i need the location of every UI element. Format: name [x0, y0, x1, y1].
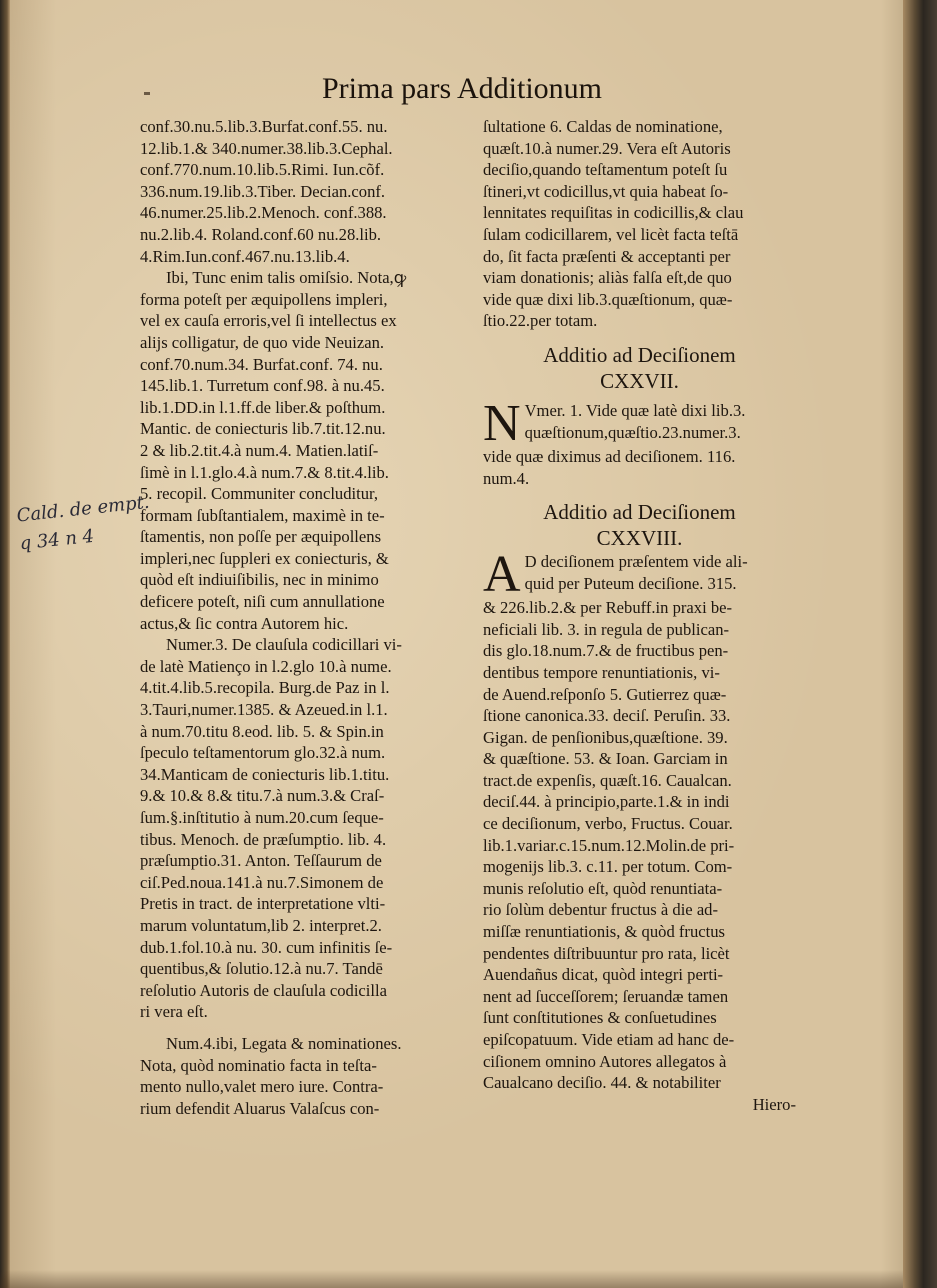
text-line: conf.770.num.10.lib.5.Rimi. Iun.cõf.: [140, 160, 385, 180]
text-line: ſtineri,vt codicillus,vt quia habeat ſo-: [483, 181, 729, 201]
left-column: [140, 116, 467, 1119]
text-line: viam donationis; aliàs falſa eſt,de quo: [483, 268, 732, 288]
text-line: tract.de expenſis, quæſt.16. Caualcan.: [483, 770, 732, 790]
text-line: formam ſubſtantialem, maximè in te-: [140, 505, 385, 525]
drop-cap: A: [483, 546, 521, 604]
section-heading: Additio ad Deciſionem: [543, 342, 736, 367]
text-line: nent ad ſucceſſorem; ſeruandæ tamen: [483, 986, 729, 1006]
text-line: quid per Puteum deciſione. 315.: [524, 573, 737, 593]
text-line: impleri,nec ſuppleri ex coniecturis, &: [140, 548, 389, 568]
text-line: mogenijs lib.3. c.11. per totum. Com-: [483, 857, 733, 877]
text-line: 4.tit.4.lib.5.recopila. Burg.de Paz in l.: [140, 678, 390, 698]
text-line: vide quæ diximus ad deciſionem. 116.: [483, 446, 736, 466]
text-line: do, ſit facta præſenti & acceptanti per: [483, 246, 731, 266]
text-line: Caualcano deciſio. 44. & notabiliter: [483, 1073, 721, 1093]
text-line: conf.70.num.34. Burfat.conf. 74. nu.: [140, 354, 383, 374]
text-line: dis glo.18.num.7.& de fructibus pen-: [483, 641, 729, 661]
text-line: lib.1.DD.in l.1.ff.de liber.& poſthum.: [140, 397, 386, 417]
text-line: 3.Tauri,numer.1385. & Azeued.in l.1.: [140, 700, 388, 720]
drop-cap: N: [483, 394, 521, 452]
text-line: quòd eſt indiuiſibilis, nec in minimo: [140, 570, 379, 590]
text-line: nu.2.lib.4. Roland.conf.60 nu.28.lib.: [140, 224, 382, 244]
text-line: vel ex cauſa erroris,vel ſi intellectus ex: [140, 311, 397, 331]
text-line: mento nullo,valet mero iure. Contra-: [140, 1077, 384, 1097]
text-line: Num.4.ibi, Legata & nominationes.: [166, 1033, 402, 1053]
text-line: de Auend.reſponſo 5. Gutierrez quæ-: [483, 684, 727, 704]
right-column: [483, 116, 796, 1115]
text-line: rium defendit Aluarus Valaſcus con-: [140, 1098, 380, 1118]
section-number: CXXVIII.: [596, 526, 683, 551]
text-line: ſpeculo teſtamentorum glo.32.à num.: [140, 743, 386, 763]
text-line: 5. recopil. Communiter concluditur,: [140, 484, 379, 504]
text-line: ſtamentis, non poſſe per æquipollens: [140, 527, 382, 547]
text-line: Numer.3. De clauſula codicillari vi-: [166, 635, 402, 655]
text-line: vide quæ dixi lib.3.quæſtionum, quæ-: [483, 289, 733, 309]
text-line: actus,& ſic contra Autorem hic.: [140, 613, 349, 633]
text-line: à num.70.titu 8.eod. lib. 5. & Spin.in: [140, 721, 384, 741]
text-line: D deciſionem præſentem vide ali-: [524, 552, 748, 572]
text-line: 4.Rim.Iun.conf.467.nu.13.lib.4.: [140, 246, 350, 266]
text-line: quæſtionum,quæſtio.23.numer.3.: [524, 422, 741, 442]
text-line: deficere poteſt, niſi cum annullatione: [140, 592, 385, 612]
text-line: 46.numer.25.lib.2.Menoch. conf.388.: [140, 203, 387, 223]
text-line: quentibus,& ſolutio.12.à nu.7. Tandē: [140, 959, 383, 979]
ink-mark: [144, 92, 150, 95]
text-line: conf.30.nu.5.lib.3.Burfat.conf.55. nu.: [140, 117, 388, 136]
text-line: 34.Manticam de coniecturis lib.1.titu.: [140, 764, 390, 784]
text-line: tibus. Menoch. de præſumptio. lib. 4.: [140, 829, 387, 849]
section-heading: Additio ad Deciſionem: [543, 500, 736, 525]
margin-note-line: q 34 n 4: [18, 525, 96, 555]
text-line: pendentes diſtribuuntur pro rata, licèt: [483, 943, 730, 963]
text-line: munis reſolutio eſt, quòd renuntiata-: [483, 878, 723, 898]
section-number: CXXVII.: [600, 368, 679, 393]
text-line: 2 & lib.2.tit.4.à num.4. Matien.latiſ-: [140, 440, 379, 460]
section-128-body: [483, 546, 796, 1115]
text-line: ſunt conſtitutiones & conſuetudines: [483, 1008, 717, 1028]
text-line: lennitates requiſitas in codicillis,& clau: [483, 203, 744, 223]
handwritten-margin-note: [15, 490, 151, 559]
margin-note-line: Cald. de empt.: [15, 491, 151, 527]
text-line: Auendañus dicat, quòd integri perti-: [483, 965, 724, 985]
text-line: ri vera eſt.: [140, 1002, 208, 1022]
text-line: dentibus tempore renuntiationis, vi-: [483, 662, 720, 682]
text-line: ſultatione 6. Caldas de nominatione,: [483, 117, 723, 136]
text-line: & 226.lib.2.& per Rebuff.in praxi be-: [483, 598, 733, 618]
text-line: num.4.: [483, 468, 530, 488]
text-line: forma poteſt per æquipollens impleri,: [140, 289, 388, 309]
text-line: 12.lib.1.& 340.numer.38.lib.3.Cephal.: [140, 138, 393, 158]
left-frame-shadow: [0, 0, 10, 1288]
text-line: neficiali lib. 3. in regula de publican-: [483, 619, 730, 639]
text-line: Ibi, Tunc enim talis omiſsio. Nota,ꝙ: [166, 268, 407, 288]
text-line: ce deciſionum, verbo, Fructus. Couar.: [483, 814, 733, 834]
text-line: præſumptio.31. Anton. Teſſaurum de: [140, 851, 382, 871]
text-line: ſulam codicillarem, vel licèt facta teſtā: [483, 224, 739, 244]
text-line: ſum.§.inſtitutio à num.20.cum ſeque-: [140, 808, 384, 827]
text-line: ſimè in l.1.glo.4.à num.7.& 8.tit.4.lib.: [140, 462, 389, 482]
text-line: miſſæ renuntiationis, & quòd fructus: [483, 922, 725, 942]
text-line: Mantic. de coniecturis lib.7.tit.12.nu.: [140, 419, 386, 439]
text-line: reſolutio Autoris de clauſula codicilla: [140, 980, 387, 1000]
text-line: rio ſolùm debentur fructus à die ad-: [483, 900, 719, 920]
text-line: deciſio,quando teſtamentum poteſt ſu: [483, 160, 728, 180]
running-head: Prima pars Additionum: [322, 72, 602, 105]
page-bottom-edge: [0, 1270, 903, 1288]
text-line: marum voluntatum,lib 2. interpret.2.: [140, 915, 382, 935]
text-line: deciſ.44. à principio,parte.1.& in indi: [483, 792, 730, 812]
text-line: ſtione canonica.33. deciſ. Peruſin. 33.: [483, 706, 731, 726]
text-line: & quæſtione. 53. & Ioan. Garciam in: [483, 749, 728, 769]
text-line: de latè Matienço in l.2.glo 10.à nume.: [140, 656, 392, 676]
text-line: 336.num.19.lib.3.Tiber. Decian.conf.: [140, 181, 386, 201]
text-line: ſtio.22.per totam.: [483, 311, 598, 331]
text-line: Vmer. 1. Vide quæ latè dixi lib.3.: [524, 400, 746, 420]
text-line: Pretis in tract. de interpretatione vlti-: [140, 894, 386, 914]
text-line: ciſ.Ped.noua.141.à nu.7.Simonem de: [140, 872, 384, 892]
text-line: alijs colligatur, de quo vide Neuizan.: [140, 332, 385, 352]
text-line: ciſionem omnino Autores allegatos à: [483, 1051, 727, 1071]
text-line: lib.1.variar.c.15.num.12.Molin.de pri-: [483, 835, 735, 855]
text-line: 9.& 10.& 8.& titu.7.à num.3.& Craſ-: [140, 786, 385, 806]
section-127-body: [483, 394, 796, 489]
catchword: Hiero-: [752, 1094, 796, 1114]
book-spine: [903, 0, 937, 1288]
text-line: epiſcopatuum. Vide etiam ad hanc de-: [483, 1030, 735, 1049]
text-line: Nota, quòd nominatio facta in teſta-: [140, 1055, 377, 1075]
text-line: quæſt.10.à numer.29. Vera eſt Autoris: [483, 138, 731, 158]
text-line: dub.1.fol.10.à nu. 30. cum infinitis ſe-: [140, 937, 393, 957]
text-line: Gigan. de penſionibus,quæſtione. 39.: [483, 727, 728, 747]
text-line: 145.lib.1. Turretum conf.98. à nu.45.: [140, 376, 385, 396]
